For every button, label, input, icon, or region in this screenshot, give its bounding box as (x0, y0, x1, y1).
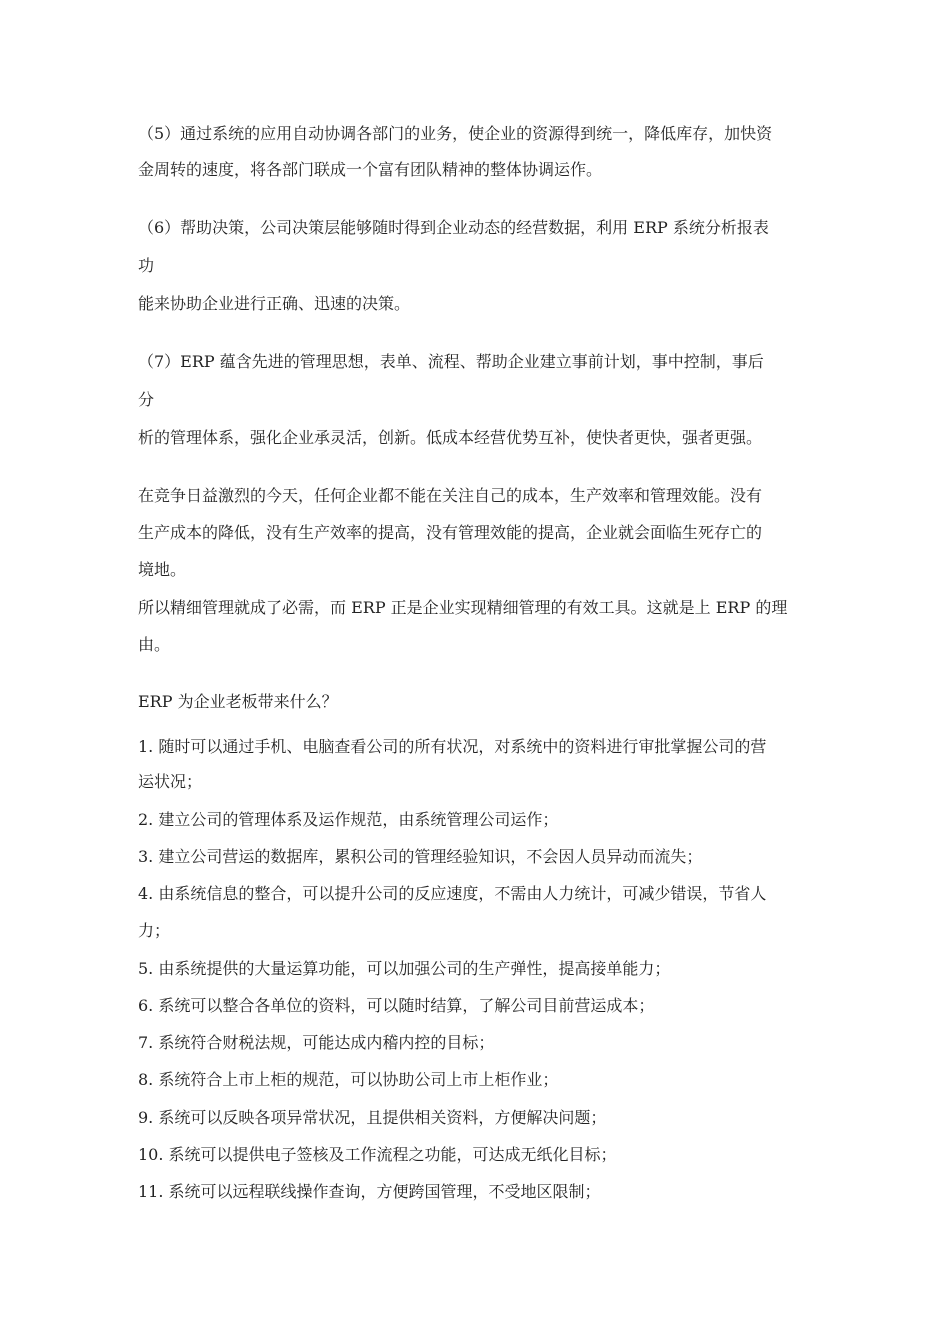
list-item: 9. 系统可以反映各项异常状况，且提供相关资料，方便解决问题； (138, 1108, 607, 1127)
list-item: 6. 系统可以整合各单位的资料，可以随时结算，了解公司目前营运成本； (138, 996, 655, 1015)
list-item: 11. 系统可以远程联线操作查询，方便跨国管理，不受地区限制； (138, 1182, 601, 1201)
list-item: 2. 建立公司的管理体系及运作规范，由系统管理公司运作； (138, 810, 559, 829)
list-item: 4. 由系统信息的整合，可以提升公司的反应速度，不需由人力统计，可减少错误，节省人 (138, 884, 767, 903)
para7-line-1: （7）ERP 蕴含先进的管理思想，表单、流程、帮助企业建立事前计划，事中控制，事后 (138, 352, 764, 371)
competition-line-5: 由。 (138, 635, 171, 654)
para5-line-1: （5）通过系统的应用自动协调各部门的业务，使企业的资源得到统一，降低库存，加快资 (138, 124, 773, 143)
list-item: 10. 系统可以提供电子签核及工作流程之功能，可达成无纸化目标； (138, 1145, 617, 1164)
para6-line-2: 功 (138, 256, 155, 275)
competition-line-3: 境地。 (138, 560, 187, 579)
list-item: 力； (138, 921, 171, 940)
para5-line-2: 金周转的速度，将各部门联成一个富有团队精神的整体协调运作。 (138, 160, 603, 179)
list-item: 1. 随时可以通过手机、电脑查看公司的所有状况，对系统中的资料进行审批掌握公司的营 (138, 737, 767, 756)
list-item: 7. 系统符合财税法规，可能达成内稽内控的目标； (138, 1033, 495, 1052)
competition-line-4: 所以精细管理就成了必需，而 ERP 正是企业实现精细管理的有效工具。这就是上 ERP 的理 (138, 598, 788, 617)
para7-line-3: 析的管理体系，强化企业承灵活，创新。低成本经营优势互补，使快者更快，强者更强。 (138, 428, 763, 447)
list-item: 运状况； (138, 772, 203, 791)
list-item: 5. 由系统提供的大量运算功能，可以加强公司的生产弹性，提高接单能力； (138, 959, 671, 978)
list-item: 3. 建立公司营运的数据库，累积公司的管理经验知识，不会因人员异动而流失； (138, 847, 703, 866)
boss-section-heading: ERP 为企业老板带来什么？ (138, 692, 338, 711)
para7-line-2: 分 (138, 390, 155, 409)
competition-line-2: 生产成本的降低，没有生产效率的提高，没有管理效能的提高，企业就会面临生死存亡的 (138, 523, 763, 542)
para6-line-1: （6）帮助决策，公司决策层能够随时得到企业动态的经营数据，利用 ERP 系统分析报表 (138, 218, 769, 237)
para6-line-3: 能来协助企业进行正确、迅速的决策。 (138, 294, 411, 313)
competition-line-1: 在竞争日益激烈的今天，任何企业都不能在关注自己的成本，生产效率和管理效能。没有 (138, 486, 763, 505)
list-item: 8. 系统符合上市上柜的规范，可以协助公司上市上柜作业； (138, 1070, 559, 1089)
